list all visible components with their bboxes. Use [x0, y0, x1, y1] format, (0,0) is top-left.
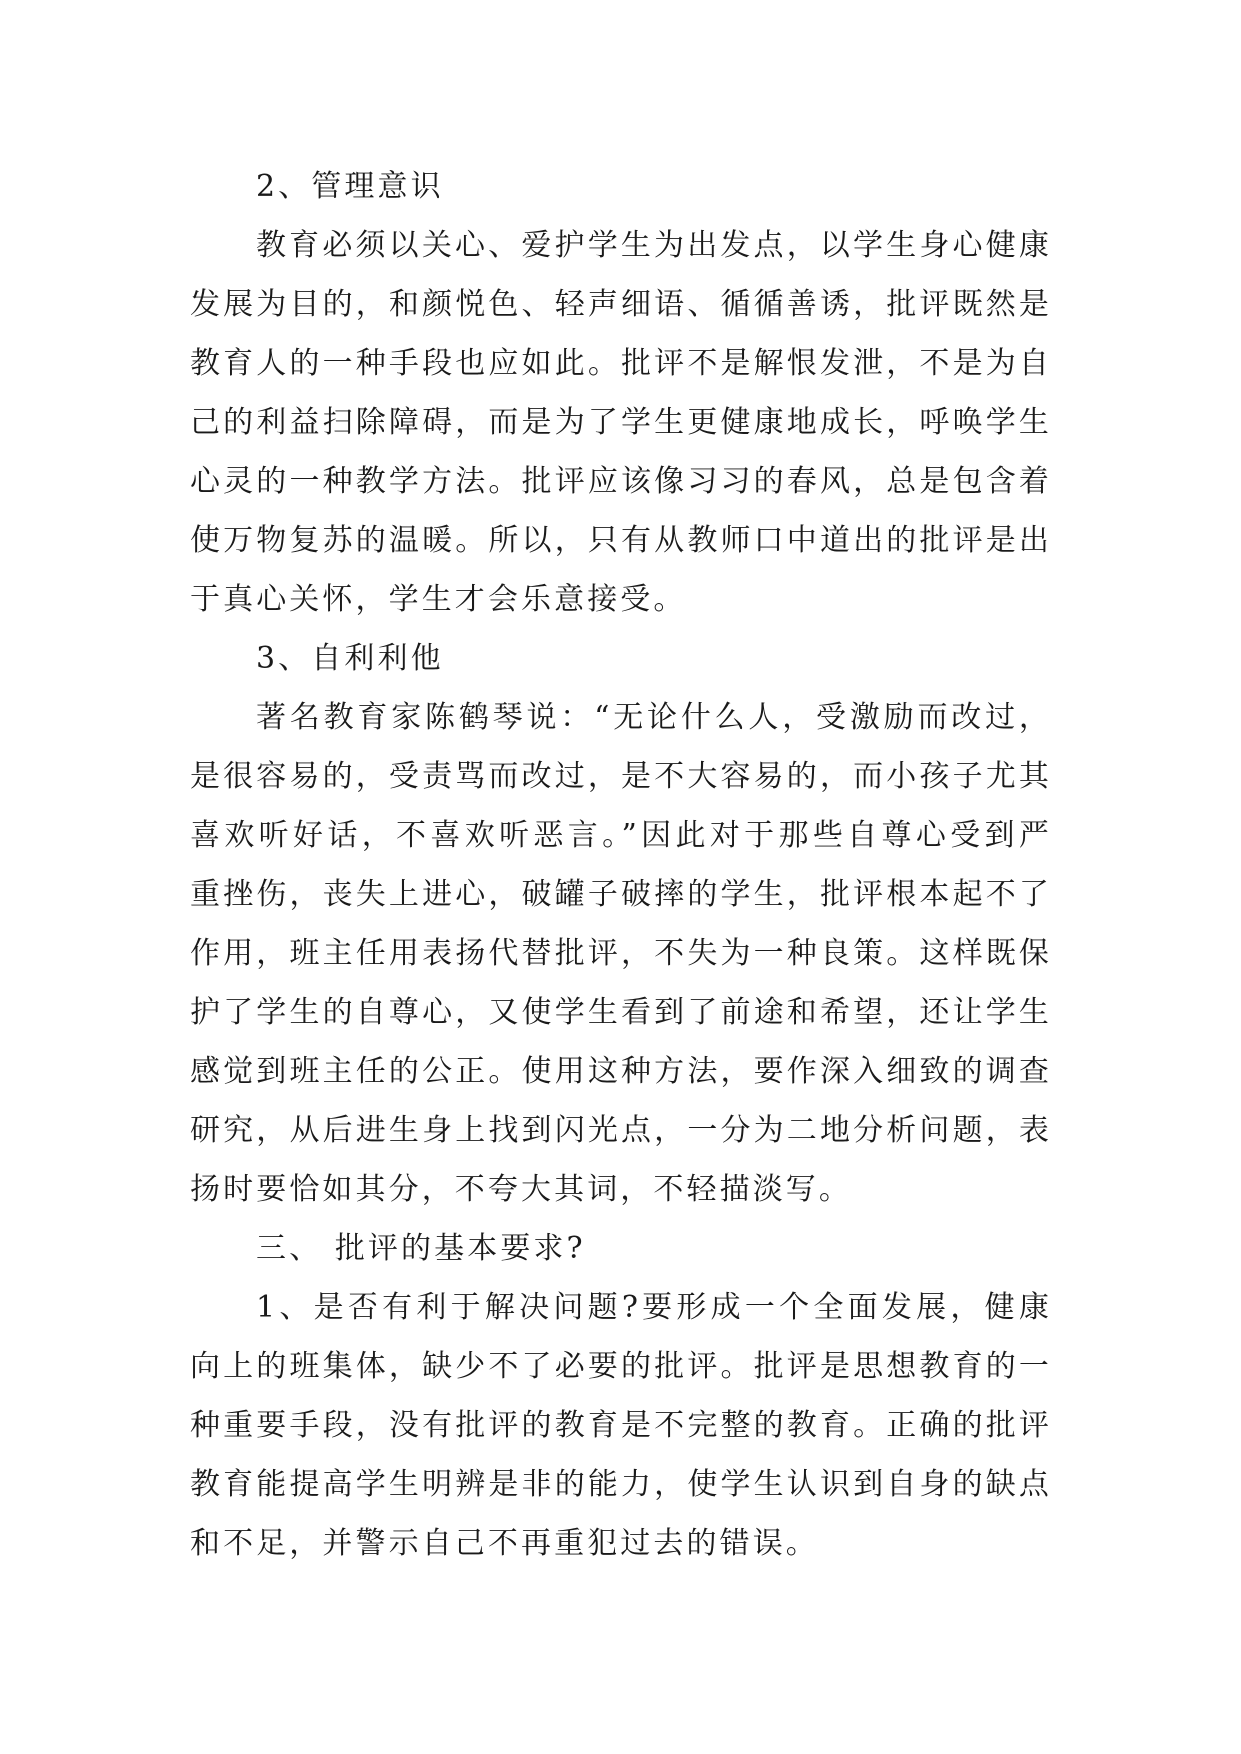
document-page	[190, 157, 1052, 1573]
section-heading-requirements: 三、 批评的基本要求?	[256, 1231, 586, 1266]
section-heading-management: 2、管理意识	[256, 169, 444, 204]
paragraph-management: 教育必须以关心、爱护学生为出发点，以学生身心健康发展为目的，和颜悦色、轻声细语、循循善诱，批评既然是教育人的一种手段也应如此。批评不是解恨发泄，不是为自己的利益扫除障碍，而是为了学生更健康地成长，呼唤学生心灵的一种教学方法。批评应该像习习的春风，总是包含着使万物复苏的温暖。所以，只有从教师口中道出的批评是出于真心关怀，学生才会乐意接受。	[190, 228, 1052, 617]
section-heading-altruism: 3、自利利他	[256, 641, 444, 676]
paragraph-altruism: 著名教育家陈鹤琴说：“无论什么人，受激励而改过，是很容易的，受责骂而改过，是不大容易的，而小孩子尤其喜欢听好话，不喜欢听恶言。”因此对于那些自尊心受到严重挫伤，丧失上进心，破罐子破摔的学生，批评根本起不了作用，班主任用表扬代替批评，不失为一种良策。这样既保护了学生的自尊心，又使学生看到了前途和希望，还让学生感觉到班主任的公正。使用这种方法，要作深入细致的调查研究，从后进生身上找到闪光点，一分为二地分析问题，表扬时要恰如其分，不夸大其词，不轻描淡写。	[190, 700, 1052, 1207]
paragraph-requirements: 1、是否有利于解决问题?要形成一个全面发展，健康向上的班集体，缺少不了必要的批评。批评是思想教育的一种重要手段，没有批评的教育是不完整的教育。正确的批评教育能提高学生明辨是非的能力，使学生认识到自身的缺点和不足，并警示自己不再重犯过去的错误。	[190, 1290, 1052, 1561]
